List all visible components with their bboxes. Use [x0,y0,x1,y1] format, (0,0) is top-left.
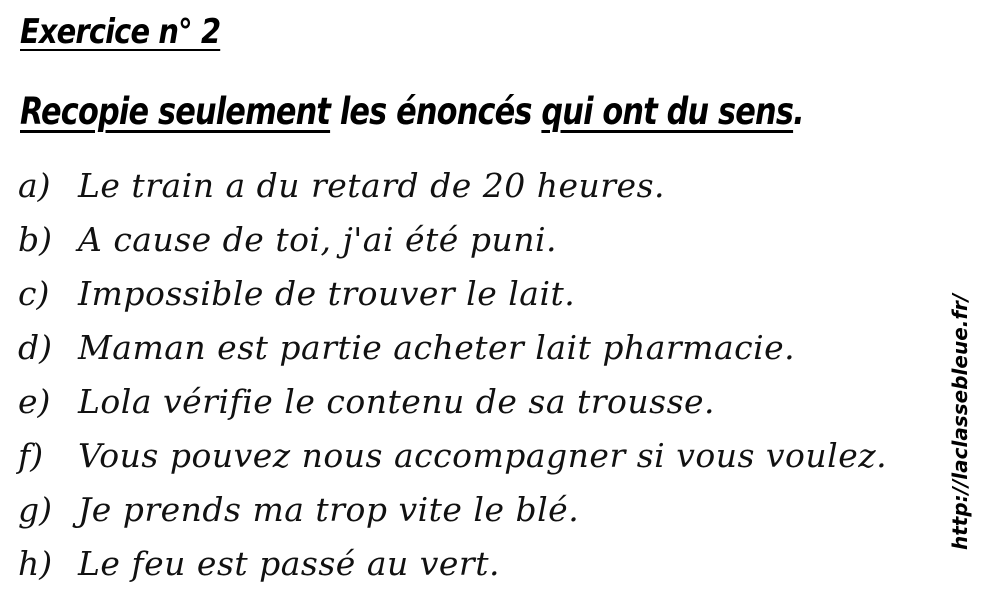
instruction-emphasis-2: qui ont du sens [541,90,794,133]
list-item [18,374,887,428]
item-letter: d) [18,327,52,367]
item-letter: b) [18,219,52,259]
exercise-title: Exercice n° 2 [20,12,221,52]
instruction [20,90,804,133]
item-letter: e) [18,381,51,421]
item-letter: c) [18,273,50,313]
item-letter: f) [18,435,44,475]
item-text: Le feu est passé au vert. [78,543,500,583]
list-item [18,428,887,482]
item-text: A cause de toi, j'ai été puni. [78,219,557,259]
source-watermark: http://laclassebleue.fr/ [948,293,972,550]
item-text: Le train a du retard de 20 heures. [78,165,665,205]
item-letter: h) [18,543,53,583]
list-item [18,212,887,266]
item-text: Vous pouvez nous accompagner si vous voulez. [78,435,888,475]
instruction-middle: les énoncés [330,90,542,133]
item-text: Lola vérifie le contenu de sa trousse. [78,381,716,421]
instruction-period: . [793,90,804,133]
sentence-list [18,158,887,590]
list-item [18,320,887,374]
instruction-emphasis-1: Recopie seulement [20,90,331,133]
list-item [18,266,887,320]
list-item [18,482,887,536]
item-text: Impossible de trouver le lait. [78,273,576,313]
item-letter: g) [18,489,52,529]
item-text: Maman est partie acheter lait pharmacie. [78,327,796,367]
item-letter: a) [18,165,51,205]
item-text: Je prends ma trop vite le blé. [78,489,580,529]
list-item [18,158,887,212]
list-item [18,536,887,590]
